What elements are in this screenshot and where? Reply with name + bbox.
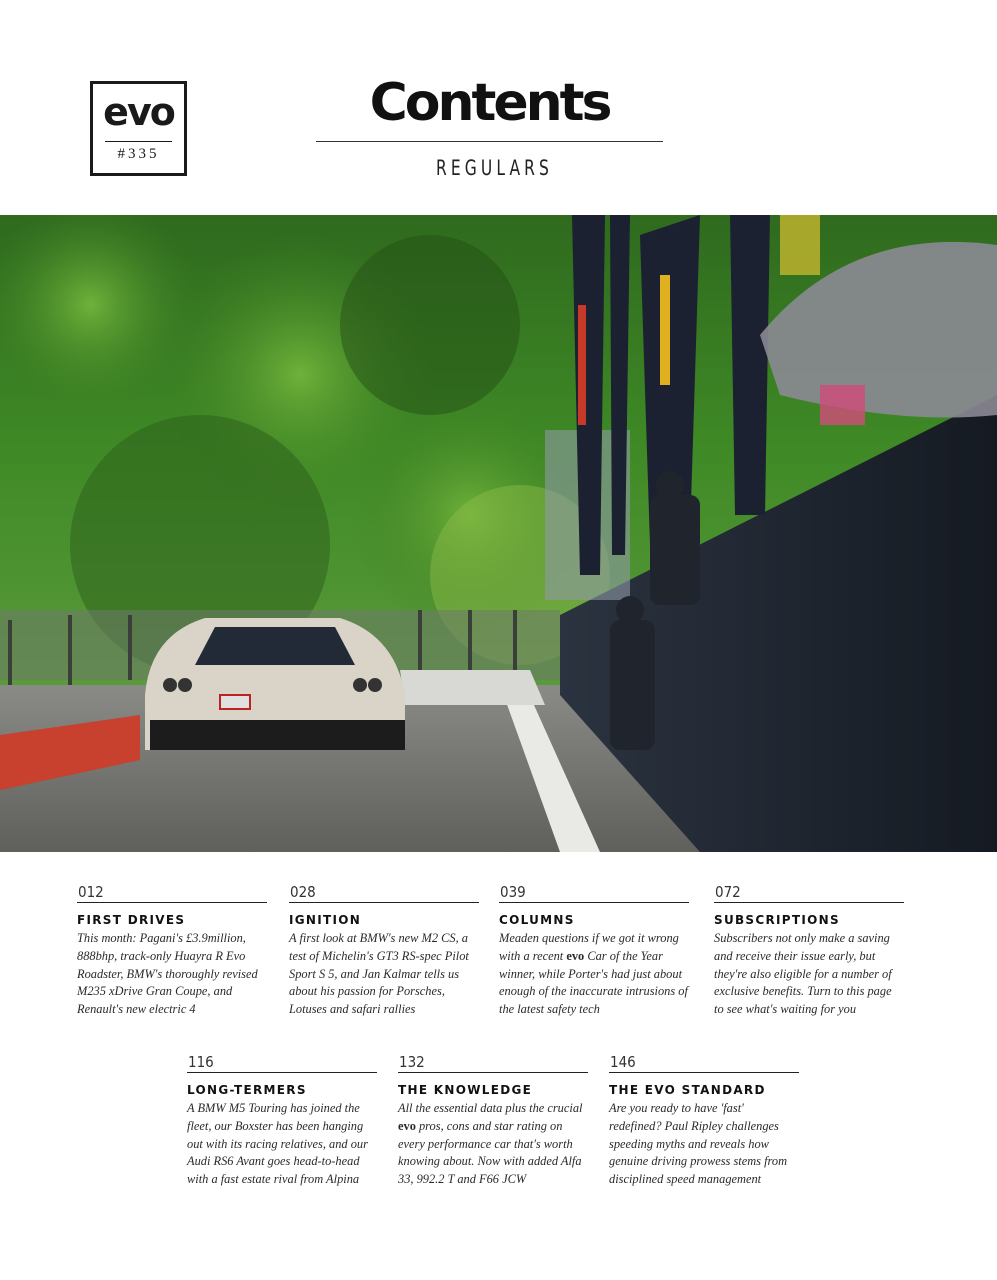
page-number: 146 [610, 1053, 636, 1071]
entry-title: THE KNOWLEDGE [398, 1083, 533, 1097]
entry-text-part: Car of the Year winner, while Porter's had just about enough of the inaccurate intrusions of the latest safety tech [499, 948, 688, 1017]
evo-brand-text: evo [398, 1118, 416, 1133]
page-number: 132 [399, 1053, 425, 1071]
entry-description [398, 1100, 588, 1189]
entry-title: LONG-TERMERS [187, 1083, 307, 1097]
entry-description: Are you ready to have 'fast' redefined? Paul Ripley challenges speeding myths and reveals how genuine driving prowess stems from disciplined speed management [609, 1101, 788, 1187]
entry-description: A BMW M5 Touring has joined the fleet, our Boxster has been hanging out with its racing relatives, and our Audi RS6 Avant goes head-to-head with a fast estate rival from Alpina [187, 1101, 368, 1187]
page-number: 028 [290, 883, 316, 901]
title-divider [316, 141, 663, 142]
entry-the-knowledge[interactable] [398, 1053, 588, 1189]
entry-title: COLUMNS [499, 913, 575, 927]
entry-divider [398, 1072, 588, 1073]
evo-brand-text: evo [566, 948, 585, 963]
hero-illustration [0, 215, 997, 852]
section-label: REGULARS [436, 156, 553, 180]
entry-description: This month: Pagani's £3.9million, 888bhp, track-only Huayra R Evo Roadster, BMW's thoroughly revised M235 xDrive Gran Coupe, and Renault's new electric 4 [77, 931, 258, 1017]
entry-title: IGNITION [289, 913, 362, 927]
page-title: Contents [369, 73, 610, 133]
entry-ignition[interactable] [289, 883, 479, 1019]
entry-divider [77, 902, 267, 903]
entry-divider [609, 1072, 799, 1073]
entry-divider [714, 902, 904, 903]
logo-divider [105, 141, 172, 142]
car [145, 618, 405, 750]
entry-description: Subscribers not only make a saving and receive their issue early, but they're also eligible for a number of exclusive benefits. Turn to this page to see what's waiting for you [714, 931, 892, 1017]
page-number: 039 [500, 883, 526, 901]
hero-photo [0, 215, 997, 852]
entry-text-part: pros, cons and star rating on every performance car that's worth knowing about. Now with added Alfa 33, 992.2 T and F66 JCW [398, 1118, 582, 1187]
entry-title: FIRST DRIVES [77, 913, 186, 927]
entry-subscriptions[interactable] [714, 883, 904, 1019]
entry-divider [499, 902, 689, 903]
page-number: 116 [188, 1053, 214, 1071]
page-number: 012 [78, 883, 104, 901]
entry-title: SUBSCRIPTIONS [714, 913, 840, 927]
logo-wordmark: evo [103, 90, 174, 134]
entry-divider [289, 902, 479, 903]
entry-description: A first look at BMW's new M2 CS, a test of Michelin's GT3 RS-spec Pilot Sport S 5, and Jan Kalmar tells us about his passion for Porsches, Lotuses and safari rallies [289, 931, 469, 1017]
entry-description [499, 930, 689, 1019]
entry-title: THE EVO STANDARD [609, 1083, 766, 1097]
entry-text-part: Meaden questions if we got it wrong with a recent [499, 931, 679, 963]
evo-logo [90, 81, 187, 176]
entry-first-drives[interactable] [77, 883, 267, 1019]
entry-divider [187, 1072, 377, 1073]
entry-the-evo-standard[interactable] [609, 1053, 799, 1189]
page-number: 072 [715, 883, 741, 901]
entry-long-termers[interactable] [187, 1053, 377, 1189]
entry-text-part: All the essential data plus the crucial [398, 1101, 583, 1115]
issue-number: #335 [117, 146, 160, 162]
entry-columns[interactable] [499, 883, 689, 1019]
